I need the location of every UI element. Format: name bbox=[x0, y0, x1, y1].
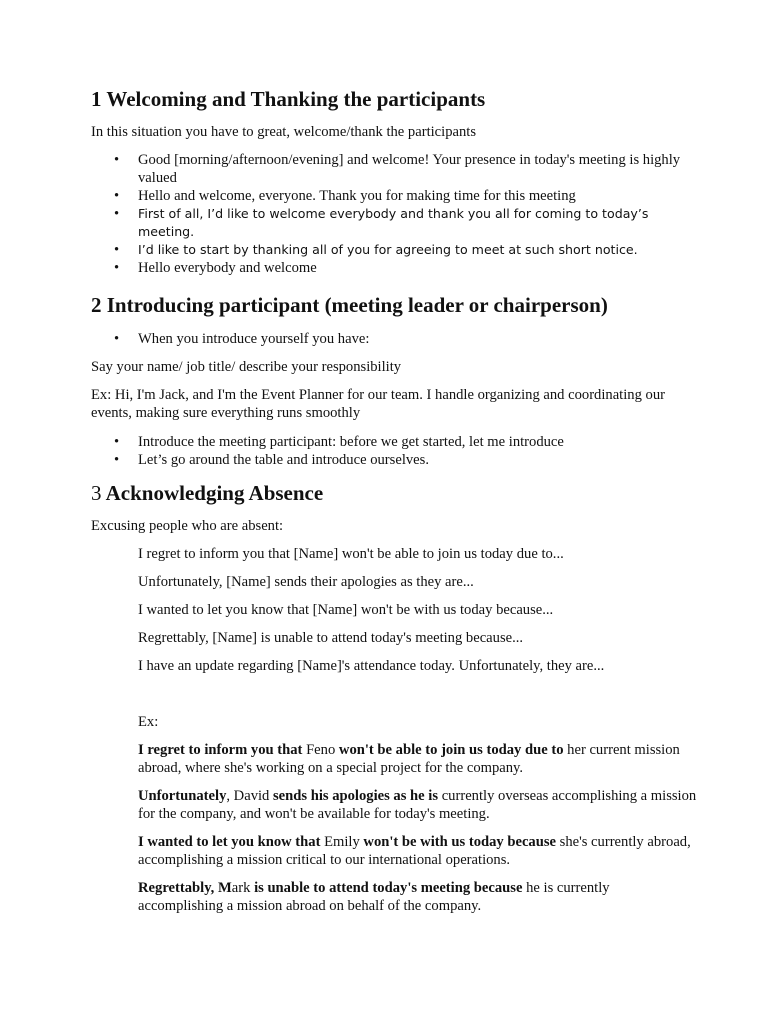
absence-example bbox=[138, 787, 698, 823]
list-item: • Introduce the meeting participant: before we get started, let me introduce bbox=[91, 433, 691, 451]
list-item-text: First of all, I’d like to welcome everybody and thank you all for coming to today’s meeting. bbox=[138, 206, 649, 239]
example-text: , David bbox=[226, 788, 273, 804]
section-3-title: Acknowledging Absence bbox=[105, 481, 324, 505]
list-item: • Let’s go around the table and introduce ourselves. bbox=[91, 451, 691, 469]
section-2-say-line: Say your name/ job title/ describe your responsibility bbox=[91, 359, 402, 375]
absence-phrase: I have an update regarding [Name]'s attendance today. Unfortunately, they are... bbox=[138, 658, 605, 674]
absence-example bbox=[138, 879, 698, 915]
list-item-text: I’d like to start by thanking all of you for agreeing to meet at such short notice. bbox=[138, 242, 638, 257]
example-bold-phrase: won't be able to join us today due to bbox=[338, 742, 564, 758]
section-3-heading bbox=[91, 480, 323, 506]
section-2-example: Ex: Hi, I'm Jack, and I'm the Event Planner for our team. I handle organizing and coordinating our events, making sure everything runs smoothly bbox=[91, 387, 665, 421]
example-label: Ex: bbox=[138, 714, 159, 730]
example-bold-phrase: I regret to inform you that bbox=[138, 742, 303, 758]
absence-phrase: I regret to inform you that [Name] won't be able to join us today due to... bbox=[138, 546, 564, 562]
section-1-intro: In this situation you have to great, welcome/thank the participants bbox=[91, 124, 477, 140]
example-text: currently overseas accomplishing a mission for the company, and won't be available for today's meeting. bbox=[138, 788, 697, 822]
list-item: • Good [morning/afternoon/evening] and welcome! Your presence in today's meeting is highly valued bbox=[91, 151, 691, 187]
absence-example bbox=[138, 741, 698, 777]
section-1-heading: 1 Welcoming and Thanking the participants bbox=[91, 87, 486, 111]
absence-example bbox=[138, 833, 698, 869]
section-2-intro-list bbox=[91, 330, 691, 348]
example-bold-phrase: sends his apologies as he is bbox=[273, 788, 439, 804]
example-bold-phrase: is unable to attend today's meeting because bbox=[254, 880, 523, 896]
example-bold-phrase: Unfortunately bbox=[138, 788, 227, 804]
section-2-heading: 2 Introducing participant (meeting leader or chairperson) bbox=[91, 293, 608, 317]
example-text: Emily bbox=[320, 834, 364, 850]
list-item bbox=[91, 205, 691, 241]
absence-phrase: Regrettably, [Name] is unable to attend today's meeting because... bbox=[138, 630, 524, 646]
section-1-bullet-list bbox=[91, 151, 691, 277]
section-2-bullet-list bbox=[91, 433, 691, 469]
list-item bbox=[91, 241, 691, 259]
section-3-number: 3 bbox=[91, 481, 102, 505]
list-item: • Hello and welcome, everyone. Thank you for making time for this meeting bbox=[91, 187, 691, 205]
example-text: she's currently abroad, accomplishing a mission critical to our international operations. bbox=[138, 834, 691, 868]
absence-phrase: I wanted to let you know that [Name] won't be with us today because... bbox=[138, 602, 554, 618]
example-bold-phrase: I wanted to let you know that bbox=[138, 834, 321, 850]
section-3-intro: Excusing people who are absent: bbox=[91, 518, 284, 534]
example-text: her current mission abroad, where she's working on a special project for the company. bbox=[138, 742, 680, 776]
example-text: Feno bbox=[302, 742, 339, 758]
example-bold-phrase: Regrettably, M bbox=[138, 880, 232, 896]
list-item: • When you introduce yourself you have: bbox=[91, 330, 691, 348]
example-bold-phrase: won't be with us today because bbox=[363, 834, 556, 850]
absence-phrase: Unfortunately, [Name] sends their apologies as they are... bbox=[138, 574, 474, 590]
example-text: ark bbox=[231, 880, 255, 896]
list-item: • Hello everybody and welcome bbox=[91, 259, 691, 277]
example-text: he is currently accomplishing a mission abroad on behalf of the company. bbox=[138, 880, 610, 914]
